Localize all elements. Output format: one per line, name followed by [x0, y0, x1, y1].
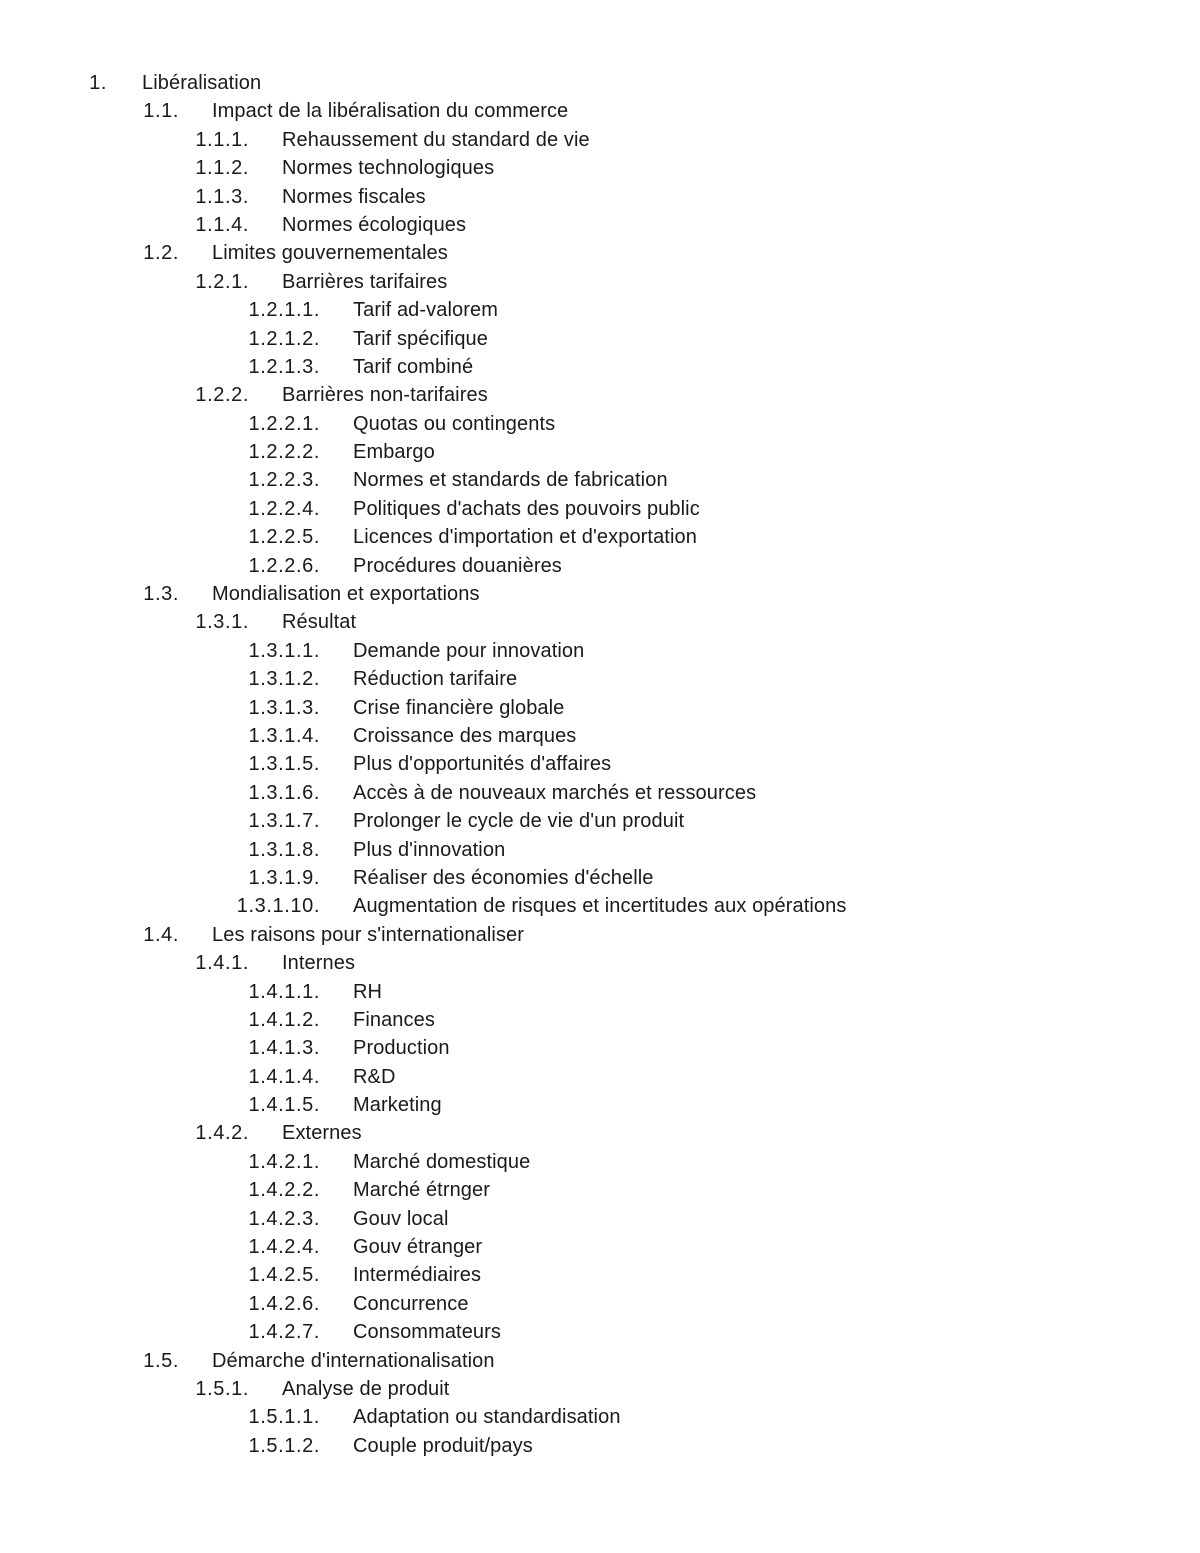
- outline-item: [0, 1091, 1200, 1119]
- outline-item-text: Licences d'importation et d'exportation: [353, 526, 697, 549]
- outline-item: [0, 665, 1200, 693]
- outline-item: [0, 296, 1200, 324]
- outline-item-text: Résultat: [282, 611, 357, 634]
- outline-item-text: Plus d'innovation: [353, 838, 506, 861]
- outline-item-number: 1.3.1.4.: [248, 724, 320, 747]
- outline-item-text: Gouv étranger: [353, 1236, 483, 1259]
- outline-item: [0, 353, 1200, 381]
- outline-item-text: Demande pour innovation: [353, 639, 585, 662]
- outline-item-text: Plus d'opportunités d'affaires: [353, 753, 612, 776]
- outline-item-number: 1.4.1.1.: [248, 980, 320, 1003]
- outline-item-text: Rehaussement du standard de vie: [282, 128, 590, 151]
- outline-item-text: Crise financière globale: [353, 696, 565, 719]
- outline-item-number: 1.3.1.7.: [248, 810, 320, 833]
- outline-item-text: Croissance des marques: [353, 724, 577, 747]
- outline-item: [0, 126, 1200, 154]
- outline-item-number: 1.1.2.: [195, 157, 249, 180]
- outline-item: [0, 580, 1200, 608]
- outline-item-text: Démarche d'internationalisation: [212, 1349, 495, 1372]
- outline-item-number: 1.4.2.6.: [248, 1292, 320, 1315]
- outline-item-number: 1.3.1.5.: [248, 753, 320, 776]
- outline-item-number: 1.3.1.10.: [236, 895, 320, 918]
- outline-item-number: 1.2.2.5.: [248, 526, 320, 549]
- outline-item-number: 1.2.2.1.: [248, 412, 320, 435]
- outline-item: [0, 807, 1200, 835]
- outline-item-number: 1.4.1.5.: [248, 1094, 320, 1117]
- outline-item: [0, 325, 1200, 353]
- outline-item: [0, 1034, 1200, 1062]
- outline-item: [0, 211, 1200, 239]
- outline-item-number: 1.3.1.1.: [248, 639, 320, 662]
- outline-item: [0, 779, 1200, 807]
- outline-item-text: Prolonger le cycle de vie d'un produit: [353, 810, 685, 833]
- outline-item-number: 1.: [89, 72, 107, 94]
- outline-item-number: 1.2.1.1.: [248, 299, 320, 322]
- outline-item-number: 1.2.2.2.: [248, 441, 320, 464]
- outline-item: [0, 1290, 1200, 1318]
- outline-item-text: Production: [353, 1037, 450, 1060]
- outline-item-text: Tarif spécifique: [353, 327, 488, 350]
- outline-item-number: 1.3.1.8.: [248, 838, 320, 861]
- outline-item-text: RH: [353, 980, 383, 1003]
- outline-item: [0, 637, 1200, 665]
- outline-item-text: Normes fiscales: [282, 185, 426, 208]
- outline-item: [0, 1148, 1200, 1176]
- outline-item-number: 1.2.2.3.: [248, 469, 320, 492]
- outline-item: [0, 1261, 1200, 1289]
- outline-item-text: Procédures douanières: [353, 554, 562, 577]
- outline-item: [0, 268, 1200, 296]
- outline-item-text: Impact de la libéralisation du commerce: [212, 100, 569, 123]
- outline-item-number: 1.2.2.: [195, 384, 249, 407]
- outline-item: [0, 892, 1200, 920]
- outline-item: [0, 978, 1200, 1006]
- outline-item-text: Mondialisation et exportations: [212, 583, 480, 606]
- outline-item-text: Embargo: [353, 441, 435, 464]
- outline-item: [0, 1347, 1200, 1375]
- outline-item-text: Normes technologiques: [282, 157, 495, 180]
- outline-item-number: 1.2.1.: [195, 270, 249, 293]
- outline-item: [0, 864, 1200, 892]
- outline-item-text: Intermédiaires: [353, 1264, 482, 1287]
- outline-item: [0, 750, 1200, 778]
- outline-item-number: 1.1.3.: [195, 185, 249, 208]
- outline-item: [0, 466, 1200, 494]
- outline-item: [0, 410, 1200, 438]
- outline-item-number: 1.4.1.2.: [248, 1008, 320, 1031]
- outline-item-number: 1.4.2.: [195, 1122, 249, 1145]
- outline-list: [0, 69, 1200, 1460]
- outline-item-text: Marché étrnger: [353, 1179, 491, 1202]
- outline-item: [0, 694, 1200, 722]
- outline-item-text: Finances: [353, 1008, 435, 1031]
- outline-item: [0, 97, 1200, 125]
- outline-item: [0, 1063, 1200, 1091]
- outline-item-number: 1.5.1.1.: [248, 1406, 320, 1429]
- outline-item-text: Consommateurs: [353, 1321, 502, 1344]
- outline-item-number: 1.4.2.7.: [248, 1321, 320, 1344]
- outline-item: [0, 381, 1200, 409]
- outline-item-number: 1.2.1.2.: [248, 327, 320, 350]
- outline-item-text: Limites gouvernementales: [212, 242, 448, 265]
- outline-item: [0, 438, 1200, 466]
- outline-item: [0, 552, 1200, 580]
- outline-item-number: 1.4.1.4.: [248, 1065, 320, 1088]
- outline-item-text: Augmentation de risques et incertitudes aux opérations: [353, 895, 847, 918]
- outline-item: [0, 1403, 1200, 1431]
- outline-item: [0, 239, 1200, 267]
- outline-item-number: 1.3.1.: [195, 611, 249, 634]
- outline-item-text: R&D: [353, 1065, 396, 1088]
- outline-item: [0, 949, 1200, 977]
- outline-item-number: 1.5.: [143, 1349, 179, 1372]
- outline-item-text: Réduction tarifaire: [353, 668, 518, 691]
- outline-item-text: Tarif combiné: [353, 355, 474, 378]
- outline-item-text: Couple produit/pays: [353, 1434, 533, 1457]
- outline-item-number: 1.1.: [143, 100, 179, 123]
- outline-item-text: Externes: [282, 1122, 362, 1145]
- outline-item: [0, 1119, 1200, 1147]
- outline-item-number: 1.3.1.9.: [248, 866, 320, 889]
- outline-item-number: 1.4.2.3.: [248, 1207, 320, 1230]
- outline-item-text: Normes écologiques: [282, 213, 467, 236]
- outline-item-text: Internes: [282, 952, 356, 975]
- outline-item-number: 1.3.1.6.: [248, 781, 320, 804]
- outline-item: [0, 69, 1200, 97]
- outline-item: [0, 1375, 1200, 1403]
- outline-item-text: Les raisons pour s'internationaliser: [212, 923, 525, 946]
- outline-item-number: 1.2.2.6.: [248, 554, 320, 577]
- outline-item: [0, 1318, 1200, 1346]
- outline-item: [0, 183, 1200, 211]
- outline-item-text: Tarif ad-valorem: [353, 299, 498, 322]
- outline-item-number: 1.2.: [143, 242, 179, 265]
- outline-item-text: Accès à de nouveaux marchés et ressources: [353, 781, 757, 804]
- outline-item-text: Réaliser des économies d'échelle: [353, 866, 654, 889]
- outline-item-number: 1.3.: [143, 583, 179, 606]
- outline-item-number: 1.4.2.2.: [248, 1179, 320, 1202]
- outline-item-text: Marketing: [353, 1094, 442, 1117]
- outline-item-text: Analyse de produit: [282, 1377, 450, 1400]
- outline-item: [0, 523, 1200, 551]
- outline-item-number: 1.3.1.3.: [248, 696, 320, 719]
- outline-item-text: Politiques d'achats des pouvoirs public: [353, 497, 700, 520]
- outline-item-number: 1.4.1.3.: [248, 1037, 320, 1060]
- outline-item-number: 1.4.: [143, 923, 179, 946]
- outline-item: [0, 1205, 1200, 1233]
- outline-item-text: Marché domestique: [353, 1150, 531, 1173]
- outline-item-text: Barrières tarifaires: [282, 270, 448, 293]
- outline-item-number: 1.1.4.: [195, 213, 249, 236]
- outline-item-number: 1.3.1.2.: [248, 668, 320, 691]
- outline-item-text: Barrières non-tarifaires: [282, 384, 488, 407]
- outline-item-number: 1.5.1.: [195, 1377, 249, 1400]
- outline-item-number: 1.2.2.4.: [248, 497, 320, 520]
- outline-item-text: Normes et standards de fabrication: [353, 469, 668, 492]
- outline-item-text: Libéralisation: [142, 72, 262, 94]
- outline-item-number: 1.2.1.3.: [248, 355, 320, 378]
- outline-item-number: 1.4.1.: [195, 952, 249, 975]
- outline-item: [0, 836, 1200, 864]
- outline-item-number: 1.4.2.1.: [248, 1150, 320, 1173]
- outline-item-number: 1.5.1.2.: [248, 1434, 320, 1457]
- outline-item-text: Gouv local: [353, 1207, 449, 1230]
- outline-item-number: 1.1.1.: [195, 128, 249, 151]
- outline-item: [0, 608, 1200, 636]
- outline-item: [0, 1233, 1200, 1261]
- outline-item: [0, 495, 1200, 523]
- outline-item-text: Concurrence: [353, 1292, 469, 1315]
- outline-item-text: Adaptation ou standardisation: [353, 1406, 621, 1429]
- outline-item-number: 1.4.2.5.: [248, 1264, 320, 1287]
- outline-item-number: 1.4.2.4.: [248, 1236, 320, 1259]
- outline-item: [0, 1432, 1200, 1460]
- outline-item: [0, 154, 1200, 182]
- outline-item: [0, 921, 1200, 949]
- outline-item: [0, 1176, 1200, 1204]
- outline-item-text: Quotas ou contingents: [353, 412, 556, 435]
- outline-item: [0, 722, 1200, 750]
- outline-item: [0, 1006, 1200, 1034]
